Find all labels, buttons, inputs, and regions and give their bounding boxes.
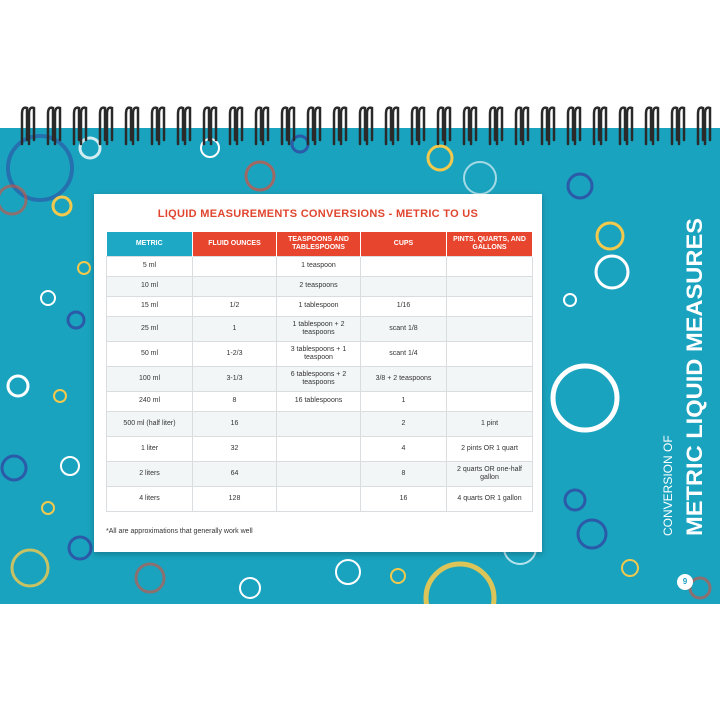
side-subtitle: CONVERSION OF xyxy=(661,435,675,536)
spiral-coil xyxy=(646,108,651,144)
spiral-coil xyxy=(419,108,424,144)
spiral-coil xyxy=(178,108,183,144)
cell-metric: 1 liter xyxy=(107,437,193,462)
spiral-coil xyxy=(81,108,86,144)
table-row xyxy=(107,297,533,317)
spiral-coil xyxy=(523,108,528,144)
cell-pints xyxy=(447,257,533,277)
spiral-coil xyxy=(490,108,495,144)
cell-cups: scant 1/8 xyxy=(361,317,447,342)
spiral-coil xyxy=(393,108,398,144)
column-header-pints: PINTS, QUARTS, AND GALLONS xyxy=(447,232,533,257)
spiral-coil xyxy=(341,108,346,144)
spiral-coil xyxy=(672,108,677,144)
cell-teaspoons xyxy=(277,412,361,437)
cell-pints xyxy=(447,367,533,392)
spiral-coil xyxy=(256,108,261,144)
spiral-coil xyxy=(601,108,606,144)
cell-metric: 2 liters xyxy=(107,462,193,487)
card-title: LIQUID MEASUREMENTS CONVERSIONS - METRIC TO US xyxy=(157,208,479,220)
cell-fluid-ounces: 8 xyxy=(193,392,277,412)
cell-metric: 10 ml xyxy=(107,277,193,297)
spiral-coil xyxy=(289,108,294,144)
spiral-coil xyxy=(627,108,632,144)
cell-metric: 240 ml xyxy=(107,392,193,412)
cell-metric: 25 ml xyxy=(107,317,193,342)
cell-fluid-ounces: 128 xyxy=(193,487,277,512)
cell-pints: 2 quarts OR one-half gallon xyxy=(447,462,533,487)
cell-teaspoons: 1 teaspoon xyxy=(277,257,361,277)
cell-teaspoons xyxy=(277,437,361,462)
cell-cups: 8 xyxy=(361,462,447,487)
spiral-coil xyxy=(29,108,34,144)
cell-pints: 1 pint xyxy=(447,412,533,437)
column-header-cups: CUPS xyxy=(361,232,447,257)
cell-cups xyxy=(361,257,447,277)
footnote: *All are approximations that generally work well xyxy=(106,528,253,535)
spiral-coil xyxy=(412,108,417,144)
cell-fluid-ounces: 16 xyxy=(193,412,277,437)
cell-cups: scant 1/4 xyxy=(361,342,447,367)
cell-cups xyxy=(361,277,447,297)
spiral-coil xyxy=(315,108,320,144)
table-row xyxy=(107,462,533,487)
cell-pints: 4 quarts OR 1 gallon xyxy=(447,487,533,512)
side-main-title: METRIC LIQUID MEASURES xyxy=(682,240,707,536)
spiral-coil xyxy=(74,108,79,144)
spiral-coil xyxy=(386,108,391,144)
cell-fluid-ounces: 64 xyxy=(193,462,277,487)
spiral-coil xyxy=(22,108,27,144)
spiral-coil xyxy=(152,108,157,144)
cell-fluid-ounces: 1 xyxy=(193,317,277,342)
spiral-coil xyxy=(100,108,105,144)
table-row xyxy=(107,367,533,392)
spiral-coil xyxy=(568,108,573,144)
cell-pints xyxy=(447,392,533,412)
spiral-coil xyxy=(445,108,450,144)
spiral-coil xyxy=(367,108,372,144)
table-row xyxy=(107,487,533,512)
spiral-coil xyxy=(126,108,131,144)
table-row xyxy=(107,342,533,367)
spiral-coil xyxy=(133,108,138,144)
cell-cups: 1 xyxy=(361,392,447,412)
cell-teaspoons: 1 tablespoon xyxy=(277,297,361,317)
cell-pints xyxy=(447,342,533,367)
cell-teaspoons: 6 tablespoons + 2 teaspoons xyxy=(277,367,361,392)
cell-metric: 4 liters xyxy=(107,487,193,512)
cell-pints xyxy=(447,277,533,297)
spiral-coil xyxy=(620,108,625,144)
cell-metric: 500 ml (half liter) xyxy=(107,412,193,437)
spiral-coil xyxy=(542,108,547,144)
spiral-coil xyxy=(464,108,469,144)
table-row xyxy=(107,437,533,462)
spiral-coil xyxy=(107,108,112,144)
spiral-coil xyxy=(471,108,476,144)
spiral-coil xyxy=(653,108,658,144)
spiral-coil xyxy=(308,108,313,144)
cell-teaspoons xyxy=(277,487,361,512)
spiral-coil xyxy=(282,108,287,144)
table-row xyxy=(107,257,533,277)
spiral-coil xyxy=(263,108,268,144)
spiral-coil xyxy=(497,108,502,144)
spiral-coil xyxy=(679,108,684,144)
cell-cups: 16 xyxy=(361,487,447,512)
spiral-coil xyxy=(48,108,53,144)
spiral-coil xyxy=(705,108,710,144)
cell-pints xyxy=(447,297,533,317)
cell-fluid-ounces: 1-2/3 xyxy=(193,342,277,367)
cell-fluid-ounces: 32 xyxy=(193,437,277,462)
spiral-coil xyxy=(594,108,599,144)
spiral-coil xyxy=(438,108,443,144)
spiral-coil xyxy=(230,108,235,144)
spiral-coil xyxy=(55,108,60,144)
spiral-coil xyxy=(334,108,339,144)
cell-cups: 2 xyxy=(361,412,447,437)
table-row xyxy=(107,412,533,437)
table-row xyxy=(107,277,533,297)
table-header-row xyxy=(107,232,533,257)
cell-teaspoons xyxy=(277,462,361,487)
spiral-binding xyxy=(0,100,720,150)
spiral-coil xyxy=(204,108,209,144)
cell-fluid-ounces: 3-1/3 xyxy=(193,367,277,392)
cell-fluid-ounces xyxy=(193,277,277,297)
cell-teaspoons: 3 tablespoons + 1 teaspoon xyxy=(277,342,361,367)
cell-pints xyxy=(447,317,533,342)
spiral-coil xyxy=(237,108,242,144)
cell-teaspoons: 1 tablespoon + 2 teaspoons xyxy=(277,317,361,342)
column-header-fluid-ounces: FLUID OUNCES xyxy=(193,232,277,257)
cell-teaspoons: 2 teaspoons xyxy=(277,277,361,297)
spiral-coil xyxy=(516,108,521,144)
column-header-metric: METRIC xyxy=(107,232,193,257)
side-title xyxy=(652,210,712,540)
conversion-card xyxy=(94,194,542,552)
spiral-coil xyxy=(211,108,216,144)
spiral-coil xyxy=(360,108,365,144)
spiral-coil xyxy=(549,108,554,144)
cell-metric: 100 ml xyxy=(107,367,193,392)
cell-cups: 3/8 + 2 teaspoons xyxy=(361,367,447,392)
cell-metric: 5 ml xyxy=(107,257,193,277)
cell-fluid-ounces: 1/2 xyxy=(193,297,277,317)
page-number: 9 xyxy=(677,574,693,590)
cell-pints: 2 pints OR 1 quart xyxy=(447,437,533,462)
column-header-teaspoons: TEASPOONS AND TABLESPOONS xyxy=(277,232,361,257)
cell-cups: 4 xyxy=(361,437,447,462)
spiral-coil xyxy=(698,108,703,144)
cell-metric: 50 ml xyxy=(107,342,193,367)
cell-fluid-ounces xyxy=(193,257,277,277)
spiral-coil xyxy=(575,108,580,144)
cell-teaspoons: 16 tablespoons xyxy=(277,392,361,412)
spiral-coil xyxy=(185,108,190,144)
table-row xyxy=(107,392,533,412)
spiral-coil xyxy=(159,108,164,144)
cell-cups: 1/16 xyxy=(361,297,447,317)
cell-metric: 15 ml xyxy=(107,297,193,317)
table-row xyxy=(107,317,533,342)
conversion-table xyxy=(106,232,533,512)
